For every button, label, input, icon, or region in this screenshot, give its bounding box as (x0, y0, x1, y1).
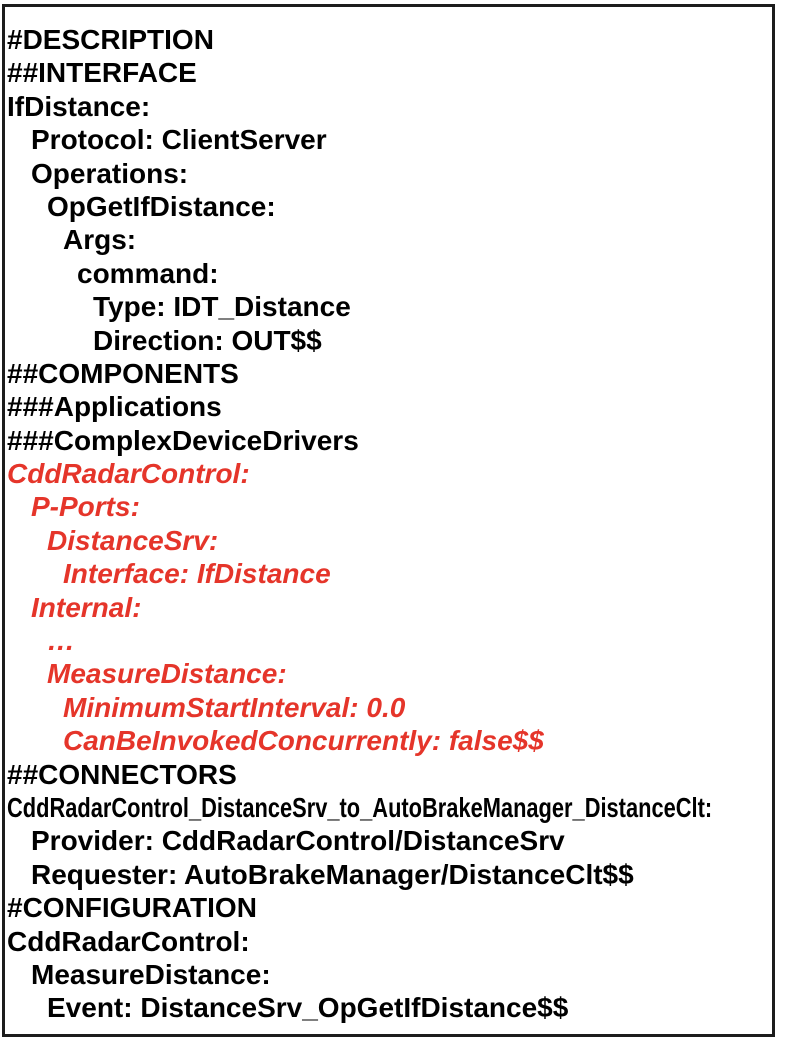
code-line: Args: (63, 224, 137, 256)
code-line: CddRadarControl: (7, 925, 250, 957)
code-line: Event: DistanceSrv_OpGetIfDistance$$ (47, 992, 569, 1024)
code-line: Interface: IfDistance (63, 558, 331, 590)
code-line: Internal: (31, 591, 142, 623)
code-line: #CONFIGURATION (7, 892, 257, 924)
code-line: Provider: CddRadarControl/DistanceSrv (31, 825, 565, 857)
code-line: ##INTERFACE (7, 57, 197, 89)
code-line: Type: IDT_Distance (93, 291, 351, 323)
code-line: CanBeInvokedConcurrently: false$$ (63, 725, 544, 757)
code-line: ###Applications (7, 391, 222, 423)
code-line: MeasureDistance: (31, 958, 271, 990)
code-listing (5, 7, 772, 1025)
document-frame (2, 4, 775, 1037)
condensed-line-text: CddRadarControl_DistanceSrv_to_AutoBrakeManager_DistanceClt: (7, 791, 713, 823)
code-line: Direction: OUT$$ (93, 324, 322, 356)
code-line: MinimumStartInterval: 0.0 (63, 691, 406, 723)
code-line: DistanceSrv: (47, 524, 219, 556)
code-line: ###ComplexDeviceDrivers (7, 424, 359, 456)
code-line: CddRadarControl: (7, 458, 250, 490)
code-line: command: (77, 257, 219, 289)
code-line: OpGetIfDistance: (47, 190, 276, 222)
code-line: IfDistance: (7, 90, 151, 122)
code-line: #DESCRIPTION (7, 24, 214, 55)
code-line: Requester: AutoBrakeManager/DistanceClt$$ (31, 858, 634, 890)
code-line: ##COMPONENTS (7, 357, 239, 389)
code-line: MeasureDistance: (47, 658, 287, 690)
code-line: Operations: (31, 157, 189, 189)
code-line: P-Ports: (31, 491, 140, 523)
code-line: … (47, 625, 75, 657)
code-line: Protocol: ClientServer (31, 124, 327, 156)
code-line (7, 791, 770, 824)
code-line: ##CONNECTORS (7, 758, 237, 790)
